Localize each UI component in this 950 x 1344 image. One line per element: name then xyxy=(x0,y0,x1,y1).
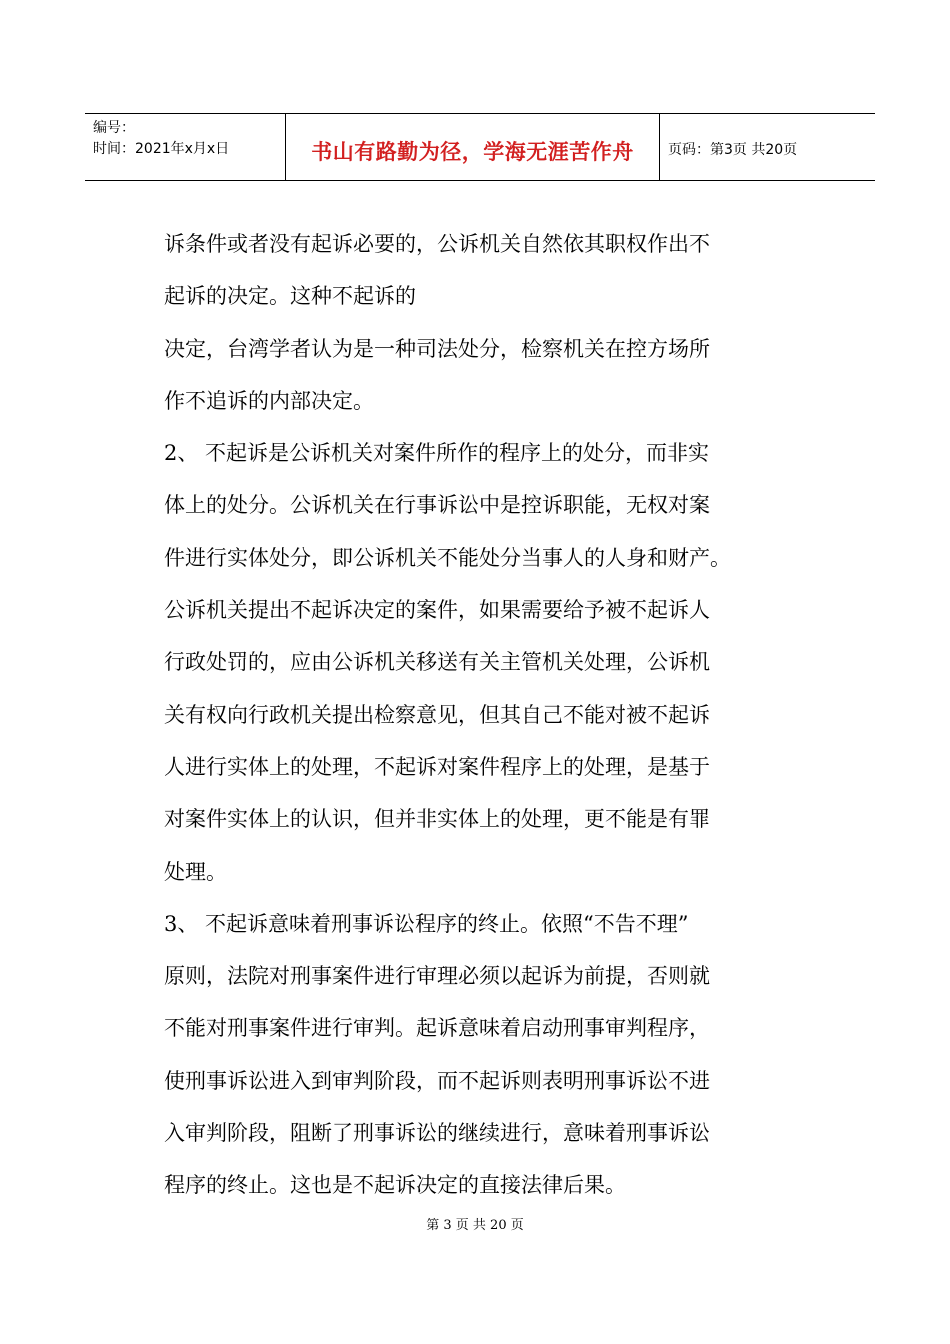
body-line: 行政处罚的，应由公诉机关移送有关主管机关处理，公诉机 xyxy=(164,650,710,675)
header-page-info: 页码：第3页 共20页 xyxy=(668,142,798,158)
body-line: 诉条件或者没有起诉必要的，公诉机关自然依其职权作出不 xyxy=(164,232,710,256)
body-line: 入审判阶段，阻断了刑事诉讼的继续进行，意味着刑事诉讼 xyxy=(164,1121,710,1146)
body-line: 原则，法院对刑事案件进行审理必须以起诉为前提，否则就 xyxy=(164,964,710,989)
page-footer: 第 3 页 共 20 页 xyxy=(426,1218,524,1233)
header-meta xyxy=(93,118,229,160)
body-line: 起诉的决定。这种不起诉的 xyxy=(164,284,416,309)
document-body xyxy=(164,218,814,1212)
body-line: 2、 不起诉是公诉机关对案件所作的程序上的处分，而非实 xyxy=(164,441,710,466)
body-line: 程序的终止。这也是不起诉决定的直接法律后果。 xyxy=(164,1173,626,1198)
page-header xyxy=(85,113,875,181)
body-line: 对案件实体上的认识，但并非实体上的处理，更不能是有罪 xyxy=(164,807,710,832)
body-line: 不能对刑事案件进行审判。起诉意味着启动刑事审判程序， xyxy=(164,1016,710,1041)
header-motto: 书山有路勤为径，学海无涯苦作舟 xyxy=(311,140,634,164)
body-line: 关有权向行政机关提出检察意见，但其自己不能对被不起诉 xyxy=(164,702,710,727)
body-line: 决定，台湾学者认为是一种司法处分，检察机关在控方场所 xyxy=(164,336,710,361)
header-divider-right xyxy=(659,114,660,181)
body-line: 3、 不起诉意味着刑事诉讼程序的终止。依照“不告不理” xyxy=(164,911,689,936)
body-line: 体上的处分。公诉机关在行事诉讼中是控诉职能，无权对案 xyxy=(164,493,710,518)
body-line: 作不追诉的内部决定。 xyxy=(164,388,374,413)
body-line: 使刑事诉讼进入到审判阶段，而不起诉则表明刑事诉讼不进 xyxy=(164,1068,710,1093)
body-line: 人进行实体上的处理，不起诉对案件程序上的处理，是基于 xyxy=(164,754,710,779)
serial-number-label: 编号： xyxy=(93,120,135,136)
body-line: 件进行实体处分，即公诉机关不能处分当事人的人身和财产。 xyxy=(164,545,731,570)
body-line: 处理。 xyxy=(164,859,227,884)
body-line: 公诉机关提出不起诉决定的案件，如果需要给予被不起诉人 xyxy=(164,598,710,623)
date-label: 时间：2021年x月x日 xyxy=(93,141,230,157)
